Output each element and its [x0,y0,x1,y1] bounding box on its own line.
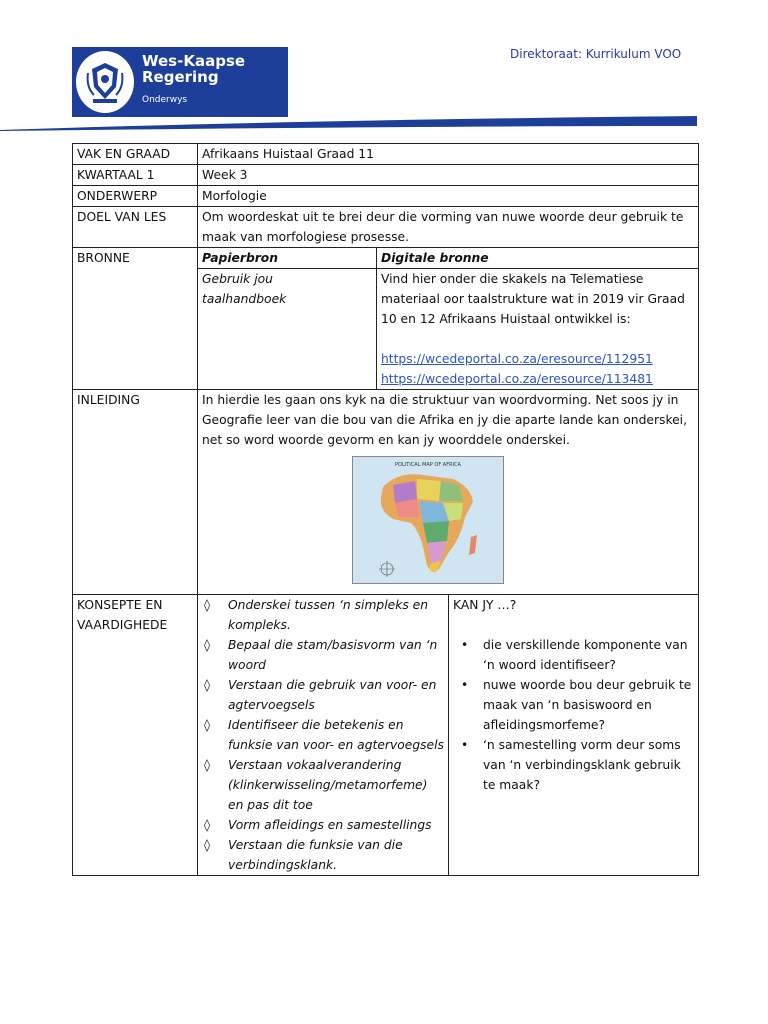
header-swoosh [0,112,768,132]
diamond-bullet-icon: ◊ [204,718,211,732]
konsepte-label-line2: VAARDIGHEDE [77,618,168,632]
concept-item [202,835,444,875]
kan-jy-item [453,635,694,675]
digitale-text: Vind hier onder die skakels na Telematiese materiaal oor taalstrukture wat in 2019 vir Graad 10 en 12 Afrikaans Huistaal ontwikkel is: [381,272,685,326]
inleiding-text: In hierdie les gaan ons kyk na die struktuur van woordvorming. Net soos jy in Geografie leer van die bou van die Afrika en jy die aparte lande kan onderskei, net so word woorde gevorm en kan jy woorddele onderskei. [202,393,688,447]
kan-jy-item [453,675,694,735]
bullet-dot-icon: • [461,678,469,692]
concept-text: Verstaan vokaalverandering (klinkerwisseling/metamorfeme) en pas dit toe [228,758,428,812]
directorate-label: Direktoraat: Kurrikulum VOO [510,47,682,61]
concept-text: Vorm afleidings en samestellings [228,818,432,832]
konsepte-label [73,595,198,876]
digitale-cell [377,269,699,390]
bronne-label: BRONNE [73,248,198,390]
kan-jy-text: die verskillende komponente van ‘n woord identifiseer? [483,638,688,672]
concept-text: Verstaan die funksie van die verbindingsklank. [228,838,403,872]
bronne-subtable [198,248,698,389]
eresource-link-2[interactable]: https://wcedeportal.co.za/eresource/113481 [381,372,653,386]
diamond-bullet-icon: ◊ [204,638,211,652]
logo-title-line2: Regering [142,68,219,86]
concept-text: Identifiseer die betekenis en funksie van voor- en agtervoegsels [228,718,444,752]
diamond-bullet-icon: ◊ [204,818,211,832]
bullet-dot-icon: • [461,738,469,752]
vak-label: VAK EN GRAAD [73,144,198,165]
doel-value: Om woordeskat uit te brei deur die vorming van nuwe woorde deur gebruik te maak van morfologiese prosesse. [198,207,699,248]
kan-jy-list [453,635,694,795]
logo-title-line1: Wes-Kaapse [142,52,246,70]
diamond-bullet-icon: ◊ [204,598,211,612]
digitale-heading: Digitale bronne [377,248,699,269]
concept-item [202,755,444,815]
concept-text: Onderskei tussen ‘n simpleks en kompleks. [228,598,429,632]
concepts-list [202,595,444,875]
row-inleiding [73,390,699,595]
row-vak [73,144,699,165]
concept-item [202,595,444,635]
konsepte-cell [198,595,699,876]
concept-item [202,715,444,755]
papierbron-text: Gebruik jou taalhandboek [202,272,287,306]
konsepte-label-line1: KONSEPTE EN [77,598,163,612]
wcg-logo [72,47,288,117]
diamond-bullet-icon: ◊ [204,678,211,692]
map-title: POLITICAL MAP OF AFRICA [395,462,461,468]
papierbron-heading: Papierbron [198,248,377,269]
row-konsepte [73,595,699,876]
row-bronne [73,248,699,390]
kwartaal-label: KWARTAAL 1 [73,165,198,186]
konsepte-subtable [198,595,698,875]
row-onderwerp [73,186,699,207]
kan-jy-heading: KAN JY …? [453,598,517,612]
kan-jy-item [453,735,694,795]
eresource-link-1[interactable]: https://wcedeportal.co.za/eresource/112951 [381,352,653,366]
logo-title [142,53,245,85]
bullet-dot-icon: • [461,638,469,652]
kan-jy-column [449,595,699,875]
concept-item [202,675,444,715]
concept-text: Verstaan die gebruik van voor- en agtervoegsels [228,678,437,712]
inleiding-label: INLEIDING [73,390,198,595]
africa-map-image [352,456,504,584]
row-kwartaal [73,165,699,186]
onderwerp-label: ONDERWERP [73,186,198,207]
kan-jy-text: ‘n samestelling vorm deur soms van ‘n verbindingsklank gebruik te maak? [483,738,681,792]
concept-text: Bepaal die stam/basisvorm van ‘n woord [228,638,438,672]
doel-label: DOEL VAN LES [73,207,198,248]
bronne-cell [198,248,699,390]
diamond-bullet-icon: ◊ [204,758,211,772]
vak-value: Afrikaans Huistaal Graad 11 [198,144,699,165]
inleiding-cell [198,390,699,595]
concept-item [202,815,444,835]
concept-item [202,635,444,675]
kwartaal-value: Week 3 [198,165,699,186]
coat-of-arms-icon [76,51,134,113]
concepts-column [198,595,449,875]
kan-jy-text: nuwe woorde bou deur gebruik te maak van ‘n basiswoord en afleidingsmorfeme? [483,678,692,732]
row-doel [73,207,699,248]
lesson-table [72,143,699,876]
onderwerp-value: Morfologie [198,186,699,207]
diamond-bullet-icon: ◊ [204,838,211,852]
logo-subtitle: Onderwys [142,95,188,105]
